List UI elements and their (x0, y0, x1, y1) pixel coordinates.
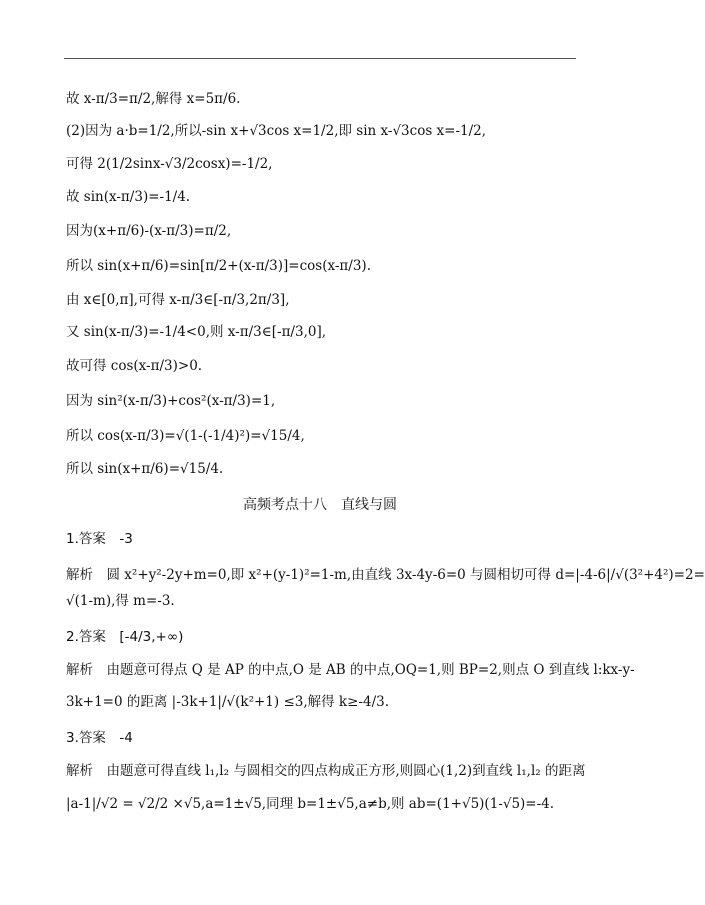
solution-line: 故可得 cos(x-π/3)>0. (66, 358, 203, 374)
solution-line: 所以 sin(x+π/6)=√15/4. (66, 461, 224, 477)
answer-label: 2.答案 [-4/3,+∞) (66, 629, 184, 645)
solution-line: (2)因为 a·b=1/2,所以-sin x+√3cos x=1/2,即 sin x-√3cos x=-1/2, (66, 123, 487, 139)
solution-line: 可得 2(1/2sinx-√3/2cosx)=-1/2, (66, 156, 273, 172)
analysis-line-cont: √(1-m),得 m=-3. (66, 593, 175, 609)
analysis-line: 解析 由题意可得直线 l₁,l₂ 与圆相交的四点构成正方形,则圆心(1,2)到直线 l₁,l₂ 的距离 (66, 763, 586, 779)
solution-line: 所以 sin(x+π/6)=sin[π/2+(x-π/3)]=cos(x-π/3). (66, 258, 371, 274)
solution-line: 所以 cos(x-π/3)=√(1-(-1/4)²)=√15/4, (66, 428, 305, 444)
section-title: 高频考点十八 直线与圆 (243, 497, 397, 513)
answer-label: 3.答案 -4 (66, 730, 133, 746)
analysis-line: 解析 由题意可得点 Q 是 AP 的中点,O 是 AB 的中点,OQ=1,则 BP=2,则点 O 到直线 l:kx-y- (66, 662, 635, 678)
answer-label: 1.答案 -3 (66, 531, 133, 547)
analysis-line-cont: 3k+1=0 的距离 |-3k+1|/√(k²+1) ≤3,解得 k≥-4/3. (66, 694, 390, 710)
header-rule (64, 58, 576, 59)
solution-line: 故 sin(x-π/3)=-1/4. (66, 189, 191, 205)
analysis-line-cont: |a-1|/√2 = √2/2 ×√5,a=1±√5,同理 b=1±√5,a≠b,则 ab=(1+√5)(1-√5)=-4. (66, 796, 555, 812)
solution-line: 故 x-π/3=π/2,解得 x=5π/6. (66, 91, 241, 107)
solution-line: 由 x∈[0,π],可得 x-π/3∈[-π/3,2π/3], (66, 292, 290, 308)
solution-line: 因为 sin²(x-π/3)+cos²(x-π/3)=1, (66, 393, 276, 409)
solution-line: 因为(x+π/6)-(x-π/3)=π/2, (66, 223, 232, 239)
solution-line: 又 sin(x-π/3)=-1/4<0,则 x-π/3∈[-π/3,0], (66, 324, 327, 340)
analysis-line: 解析 圆 x²+y²-2y+m=0,即 x²+(y-1)²=1-m,由直线 3x-4y-6=0 与圆相切可得 d=|-4-6|/√(3²+4²)=2= (66, 567, 705, 583)
